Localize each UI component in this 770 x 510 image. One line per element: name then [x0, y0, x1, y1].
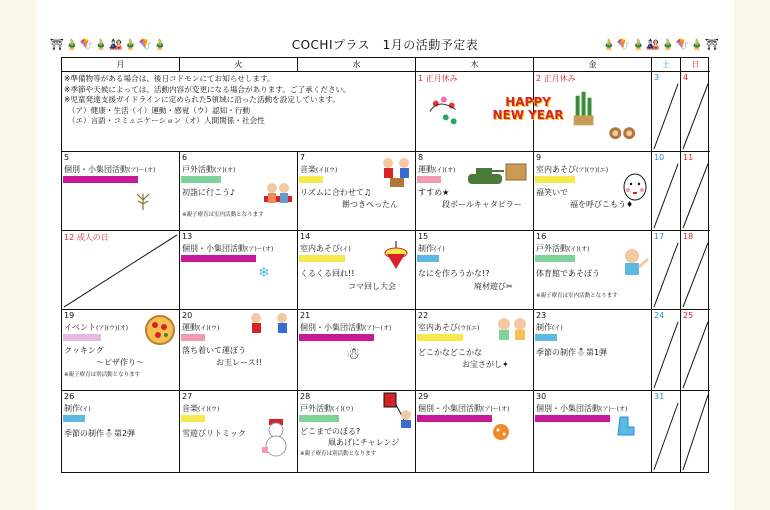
closed-slash — [652, 231, 680, 309]
detail-9-2: 福を呼びこもう♦ — [570, 200, 634, 209]
day-cell-30 — [534, 391, 652, 472]
activity-bar-26 — [63, 415, 85, 422]
info-line-5: （エ）言語・コミュニケーション（オ）人間関係・社会性 — [64, 116, 265, 126]
activity-bar-8 — [417, 176, 441, 183]
info-line-3: ※児童発達支援ガイドラインに定められた5領域に沿った活動を設定しています。 — [64, 95, 340, 105]
day-cell-18 — [681, 231, 710, 310]
activity-30: 個別・小集団活動 — [536, 404, 600, 413]
activity-code-6: (ア)(オ) — [214, 167, 236, 174]
detail-8-2: 段ボールキャタピラー — [442, 200, 522, 209]
day-cell-9 — [534, 152, 652, 231]
info-line-1: ※準備物等がある場合は、後日コドモンにてお知らせします。 — [64, 74, 275, 83]
activity-bar-23 — [535, 334, 557, 341]
day-cell-11 — [681, 152, 710, 231]
activity-bar-13 — [181, 255, 256, 262]
day-cell-26 — [62, 391, 180, 472]
kite-flying-icon — [380, 391, 414, 429]
day-number-15: 15 — [418, 232, 429, 241]
treasure-hunt-kids-icon — [494, 316, 530, 344]
activity-5: 個別・小集団活動 — [64, 165, 128, 174]
activity-bar-9 — [535, 176, 575, 183]
activity-22: 室内あそび — [418, 323, 458, 332]
info-line-2: ※季節や天候によっては、活動内容が変更になる場合があります。ご了承ください。 — [64, 84, 351, 94]
detail-9-1: 福笑いで — [536, 188, 568, 197]
shrine-visit-icon — [262, 178, 294, 210]
detail-14-2: コマ回し大会 — [348, 282, 396, 291]
snowman-with-hat-icon — [260, 417, 292, 457]
activity-29: 個別・小集団活動 — [418, 404, 482, 413]
day-number-29: 29 — [418, 392, 429, 401]
day-number-21: 21 — [300, 311, 311, 320]
day-cell-7 — [298, 152, 416, 231]
ball-icon — [492, 423, 510, 441]
empty-cell — [681, 391, 710, 472]
day-cell-10 — [652, 152, 681, 231]
day-cell-16 — [534, 231, 652, 310]
weekday-fri: 金 — [534, 58, 652, 72]
sprout-icon — [134, 188, 152, 210]
activity-bar-16 — [535, 255, 575, 262]
new-year-line-2: NEW YEAR — [492, 108, 564, 122]
day-number-11: 11 — [683, 153, 694, 162]
activity-bar-21 — [299, 334, 374, 341]
activity-bar-30 — [535, 415, 610, 422]
day-number-19: 19 — [64, 311, 75, 320]
activity-27: 音楽 — [182, 404, 198, 413]
detail-20-2: お玉レース!! — [216, 358, 263, 367]
day-number-2: 2 正月休み — [536, 74, 576, 83]
closed-slash — [681, 310, 710, 390]
activity-bar-22 — [417, 334, 463, 341]
detail-28-1: どこまでのぼる? — [300, 427, 361, 436]
day-cell-12 — [62, 231, 180, 310]
activity-code-9: (ア)(ウ)(エ) — [576, 167, 609, 174]
weekday-sat: 土 — [652, 58, 681, 72]
calendar-grid — [61, 57, 709, 473]
activity-bar-27 — [181, 415, 205, 422]
activity-bar-7 — [299, 176, 323, 183]
day-cell-13 — [180, 231, 298, 310]
day-number-4: 4 — [683, 73, 689, 82]
weekday-wed: 水 — [298, 58, 416, 72]
weekday-sun: 日 — [681, 58, 710, 72]
activity-code-20: (イ)(ウ) — [198, 325, 220, 332]
day-cell-31 — [652, 391, 681, 472]
detail-7-1: リズムに合わせて♫ — [300, 188, 372, 197]
activity-code-19: (ア)(ウ)(オ) — [96, 325, 129, 332]
activity-14: 室内あそび — [300, 244, 340, 253]
schedule-sheet — [36, 0, 734, 510]
boot-icon — [614, 415, 636, 437]
info-cell — [62, 72, 416, 152]
day-cell-14 — [298, 231, 416, 310]
day-number-14: 14 — [300, 232, 311, 241]
activity-code-29: (ア)～(オ) — [482, 406, 510, 413]
activity-8: 運動 — [418, 165, 434, 174]
closed-slash — [681, 391, 710, 472]
detail-26-1: 季節の制作⛄第2弾 — [64, 429, 136, 438]
day-cell-29 — [416, 391, 534, 472]
detail-14-1: くるくる回れ!! — [300, 269, 355, 278]
day-cell-15 — [416, 231, 534, 310]
activity-9: 室内あそび — [536, 165, 576, 174]
activity-code-16: (イ)(オ) — [568, 246, 590, 253]
activity-bar-5 — [63, 176, 138, 183]
detail-22-1: どこかなどこかな — [418, 348, 482, 357]
weekday-tue: 火 — [180, 58, 298, 72]
info-line-4: （ア）健康・生活（イ）運動・感覚（ウ）認知・行動 — [64, 105, 251, 115]
activity-code-26: (イ) — [80, 406, 91, 413]
activity-28: 戸外活動 — [300, 404, 332, 413]
detail-19-1: クッキング — [64, 346, 104, 355]
activity-15: 制作 — [418, 244, 434, 253]
spoon-race-kids-icon — [244, 312, 296, 342]
activity-code-14: (イ) — [340, 246, 351, 253]
activity-20: 運動 — [182, 323, 198, 332]
detail-23-1: 季節の制作⛄第1弾 — [536, 348, 608, 357]
closed-slash — [652, 152, 680, 230]
activity-code-28: (イ)(ウ) — [332, 406, 354, 413]
okame-mask-icon — [622, 172, 648, 202]
activity-26: 制作 — [64, 404, 80, 413]
detail-19-2: ～ピザ作り～ — [96, 358, 144, 367]
detail-28-2: 凧あげにチャレンジ — [328, 438, 400, 447]
closed-slash — [681, 231, 710, 309]
spinning-top-icon — [384, 241, 408, 271]
activity-code-7: (イ)(ウ) — [316, 167, 338, 174]
day-number-16: 16 — [536, 232, 547, 241]
day-number-6: 6 — [182, 153, 188, 162]
day-number-7: 7 — [300, 153, 306, 162]
day-number-31: 31 — [654, 392, 665, 401]
detail-16-1: 体育館であそぼう — [536, 269, 600, 278]
closed-slash — [62, 231, 179, 309]
closed-slash — [652, 391, 680, 472]
day-number-3: 3 — [654, 73, 660, 82]
kadomatsu-and-monkeys-icon — [534, 72, 651, 151]
detail-27-1: 雪遊びリトミック — [182, 429, 246, 438]
day-cell-19 — [62, 310, 180, 391]
activity-bar-6 — [181, 176, 221, 183]
closed-slash — [652, 310, 680, 390]
page-title: COCHIプラス 1月の活動予定表 — [291, 38, 479, 52]
day-cell-24 — [652, 310, 681, 391]
day-number-1: 1 正月休み — [418, 74, 458, 83]
activity-code-21: (ア)～(オ) — [364, 325, 392, 332]
closed-slash — [652, 72, 680, 151]
activity-code-8: (イ)(オ) — [434, 167, 456, 174]
activity-bar-29 — [417, 415, 492, 422]
gym-teacher-icon — [618, 247, 650, 281]
activity-code-22: (ウ)(エ) — [458, 325, 480, 332]
activity-bar-19 — [63, 334, 101, 341]
day-number-25: 25 — [683, 311, 694, 320]
note-16: ※親子療育は室内活動となります — [536, 293, 618, 299]
activity-bar-28 — [299, 415, 339, 422]
weekday-thu: 木 — [416, 58, 534, 72]
activity-code-13: (ア)～(オ) — [246, 246, 274, 253]
detail-22-2: お宝さがし✦ — [462, 360, 509, 369]
day-number-30: 30 — [536, 392, 547, 401]
note-6: ※親子療育は室内活動となります — [182, 212, 264, 218]
day-number-10: 10 — [654, 153, 665, 162]
detail-7-2: 餅つきぺったん — [342, 200, 398, 209]
day-cell-21 — [298, 310, 416, 391]
note-28: ※親子療育は別活動となります — [300, 451, 377, 457]
activity-code-23: (イ) — [552, 325, 563, 332]
day-cell-22 — [416, 310, 534, 391]
day-cell-28 — [298, 391, 416, 472]
decoration-left: ⛩🎍🪁🎍🎎🎍🪁🎍 — [50, 38, 168, 51]
pizza-icon — [144, 314, 176, 346]
day-cell-3 — [652, 72, 681, 152]
cardboard-tank-icon — [466, 160, 530, 188]
detail-6-1: 初詣に行こう♪ — [182, 188, 236, 197]
activity-bar-15 — [417, 255, 439, 262]
snowflake-icon: ❄ — [258, 265, 270, 281]
detail-8-1: すすめ★ — [418, 188, 450, 197]
day-cell-2 — [534, 72, 652, 152]
closed-slash — [681, 72, 710, 151]
day-number-13: 13 — [182, 232, 193, 241]
activity-code-5: (ア)～(オ) — [128, 167, 156, 174]
day-cell-5 — [62, 152, 180, 231]
detail-20-1: 落ち着いて運ぼう — [182, 346, 246, 355]
detail-15-2: 廃材遊び✂ — [474, 282, 513, 291]
activity-bar-20 — [181, 334, 205, 341]
day-number-9: 9 — [536, 153, 542, 162]
activity-6: 戸外活動 — [182, 165, 214, 174]
day-number-26: 26 — [64, 392, 75, 401]
day-cell-20 — [180, 310, 298, 391]
day-cell-17 — [652, 231, 681, 310]
day-number-8: 8 — [418, 153, 424, 162]
activity-code-15: (イ) — [434, 246, 445, 253]
weekday-mon: 月 — [62, 58, 180, 72]
activity-7: 音楽 — [300, 165, 316, 174]
day-number-28: 28 — [300, 392, 311, 401]
day-cell-25 — [681, 310, 710, 391]
activity-bar-14 — [299, 255, 345, 262]
day-number-20: 20 — [182, 311, 193, 320]
mochi-pounding-icon — [378, 154, 414, 188]
day-cell-27 — [180, 391, 298, 472]
new-year-line-1: HAPPY — [505, 95, 551, 109]
decoration-right: 🎍🪁🎍🎎🎍🪁🎍⛩ — [602, 38, 720, 51]
activity-code-30: (ア)～(オ) — [600, 406, 628, 413]
day-cell-6 — [180, 152, 298, 231]
day-number-12: 12 成人の日 — [64, 233, 109, 242]
day-number-24: 24 — [654, 311, 665, 320]
day-number-17: 17 — [654, 232, 665, 241]
activity-code-27: (イ)(ウ) — [198, 406, 220, 413]
day-cell-23 — [534, 310, 652, 391]
day-cell-4 — [681, 72, 710, 152]
activity-19: イベント — [64, 323, 96, 332]
activity-21: 個別・小集団活動 — [300, 323, 364, 332]
activity-23: 制作 — [536, 323, 552, 332]
note-19: ※親子療育は別活動となります — [64, 372, 141, 378]
activity-13: 個別・小集団活動 — [182, 244, 246, 253]
day-number-22: 22 — [418, 311, 429, 320]
day-number-18: 18 — [683, 232, 694, 241]
day-number-5: 5 — [64, 153, 70, 162]
snowman-icon: ☃ — [346, 344, 361, 363]
detail-15-1: なにを作ろうかな!? — [418, 269, 490, 278]
day-number-23: 23 — [536, 311, 547, 320]
activity-16: 戸外活動 — [536, 244, 568, 253]
day-cell-8 — [416, 152, 534, 231]
closed-slash — [681, 152, 710, 230]
day-number-27: 27 — [182, 392, 193, 401]
